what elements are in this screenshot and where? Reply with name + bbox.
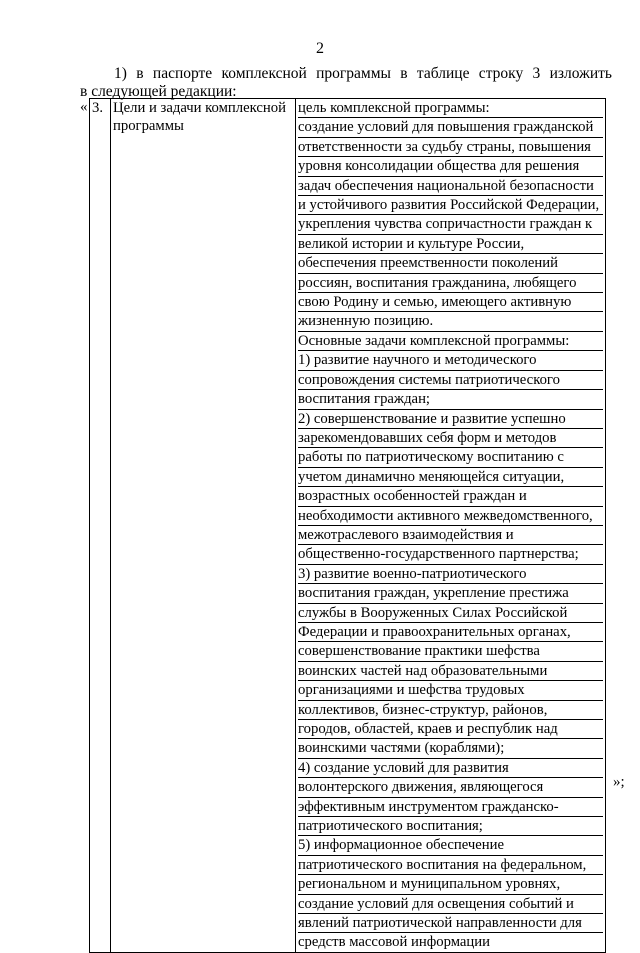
content-line: великой истории и культуре России,: [298, 235, 603, 254]
content-line: ответственности за судьбу страны, повышения: [298, 138, 603, 157]
row-title-line: программы: [113, 118, 184, 135]
content-line: коллективов, бизнес-структур, районов,: [298, 701, 603, 720]
page-number: 2: [316, 40, 324, 57]
content-line: создание условий для освещения событий и: [298, 895, 603, 914]
content-line: патриотического воспитания;: [298, 817, 603, 836]
content-line: 1) развитие научного и методического: [298, 351, 603, 370]
table-row: [90, 99, 606, 953]
content-line: явлений патриотической направленности для: [298, 914, 603, 933]
content-line: воинских частей над образовательными: [298, 662, 603, 681]
content-line: создание условий для повышения гражданской: [298, 118, 603, 137]
content-line: россиян, воспитания гражданина, любящего: [298, 274, 603, 293]
intro-line-2: в следующей редакции:: [80, 83, 237, 100]
content-line: 2) совершенствование и развитие успешно: [298, 410, 603, 429]
content-line: необходимости активного межведомственного,: [298, 507, 603, 526]
content-line: воинскими частями (кораблями);: [298, 739, 603, 758]
content-line: волонтерского движения, являющегося: [298, 778, 603, 797]
content-line: патриотического воспитания на федеральном,: [298, 856, 603, 875]
content-line: возрастных особенностей граждан и: [298, 487, 603, 506]
content-line: укрепления чувства сопричастности граждан к: [298, 215, 603, 234]
content-line: уровня консолидации общества для решения: [298, 157, 603, 176]
content-line: учетом динамично меняющейся ситуации,: [298, 468, 603, 487]
content-line: сопровождения системы патриотического: [298, 371, 603, 390]
content-line: и устойчивого развития Российской Федерации,: [298, 196, 603, 215]
row-title-cell: [111, 99, 296, 953]
content-line: общественно-государственного партнерства;: [298, 545, 603, 564]
content-line: Федерации и правоохранительных органах,: [298, 623, 603, 642]
row-title-line: Цели и задачи комплексной: [113, 100, 286, 116]
content-line: цель комплексной программы:: [298, 99, 603, 118]
content-line: межотраслевого взаимодействия и: [298, 526, 603, 545]
content-line: службы в Вооруженных Силах Российской: [298, 604, 603, 623]
content-line: средств массовой информации: [298, 934, 491, 951]
content-line: городов, областей, краев и республик над: [298, 720, 603, 739]
amendment-intro: [80, 65, 612, 101]
content-line: Основные задачи комплексной программы:: [298, 332, 603, 351]
content-line: работы по патриотическому воспитанию с: [298, 448, 603, 467]
content-line: задач обеспечения национальной безопасности: [298, 177, 603, 196]
closing-quote: »;: [613, 774, 625, 790]
row-number-cell: 3.: [90, 99, 111, 953]
row-content-cell: [296, 99, 606, 953]
content-line: зарекомендовавших себя форм и методов: [298, 429, 603, 448]
content-line: обеспечения преемственности поколений: [298, 254, 603, 273]
program-passport-table: [89, 98, 606, 953]
content-line: совершенствование практики шефства: [298, 642, 603, 661]
content-line: 5) информационное обеспечение: [298, 836, 603, 855]
content-line: эффективным инструментом гражданско-: [298, 798, 603, 817]
content-line: воспитания граждан, укрепление престижа: [298, 584, 603, 603]
content-line: организациями и шефства трудовых: [298, 681, 603, 700]
content-line: региональном и муниципальном уровнях,: [298, 875, 603, 894]
content-line: воспитания граждан;: [298, 390, 603, 409]
content-line: 3) развитие военно-патриотического: [298, 565, 603, 584]
content-line: 4) создание условий для развития: [298, 759, 603, 778]
opening-quote: «: [80, 99, 88, 115]
intro-line-1: 1) в паспорте комплексной программы в таблице строку 3 изложить: [114, 65, 612, 82]
content-line: жизненную позицию.: [298, 312, 603, 331]
content-line: свою Родину и семью, имеющего активную: [298, 293, 603, 312]
